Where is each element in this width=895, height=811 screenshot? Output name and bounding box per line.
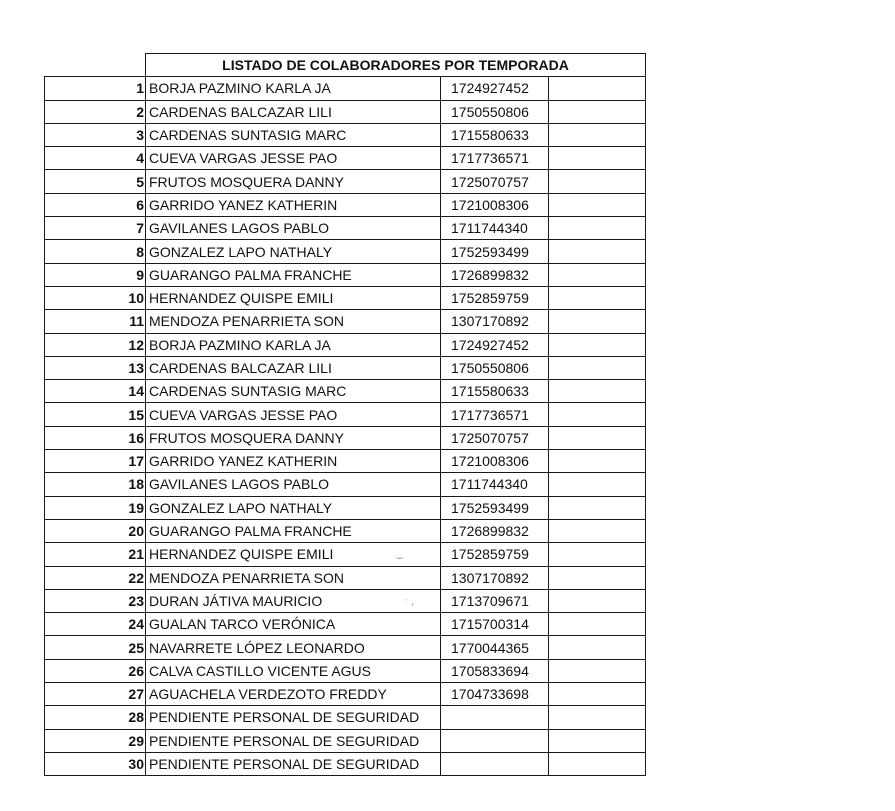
blank-cell xyxy=(549,683,646,706)
row-number: 25 xyxy=(45,636,146,659)
table-row xyxy=(45,263,646,286)
row-number: 7 xyxy=(45,217,146,240)
collaborator-id: 1726899832 xyxy=(441,263,549,286)
blank-cell xyxy=(549,286,646,309)
collaborator-id: 1715700314 xyxy=(441,613,549,636)
collaborator-name: FRUTOS MOSQUERA DANNY xyxy=(146,426,441,449)
collaborator-name: CUEVA VARGAS JESSE PAO xyxy=(146,403,441,426)
blank-cell xyxy=(549,543,646,566)
collaborator-name: HERNANDEZ QUISPE EMILI xyxy=(146,286,441,309)
table-title: LISTADO DE COLABORADORES POR TEMPORADA xyxy=(146,54,646,77)
collaborator-id: 1725070757 xyxy=(441,426,549,449)
collaborator-name: CARDENAS SUNTASIG MARC xyxy=(146,123,441,146)
collaborator-name: MENDOZA PENARRIETA SON xyxy=(146,310,441,333)
collaborator-name: BORJA PAZMINO KARLA JA xyxy=(146,333,441,356)
table-row xyxy=(45,636,646,659)
blank-cell xyxy=(549,496,646,519)
collaborator-id: 1721008306 xyxy=(441,450,549,473)
collaborator-name: PENDIENTE PERSONAL DE SEGURIDAD xyxy=(146,706,441,729)
row-number: 17 xyxy=(45,450,146,473)
row-number: 29 xyxy=(45,729,146,752)
table-row xyxy=(45,380,646,403)
blank-cell xyxy=(549,426,646,449)
table-header-row xyxy=(45,54,646,77)
row-number: 12 xyxy=(45,333,146,356)
row-number: 24 xyxy=(45,613,146,636)
collaborator-id: 1770044365 xyxy=(441,636,549,659)
collaborator-name: GONZALEZ LAPO NATHALY xyxy=(146,496,441,519)
table-row xyxy=(45,356,646,379)
blank-cell xyxy=(549,519,646,542)
table-row xyxy=(45,566,646,589)
blank-cell xyxy=(549,636,646,659)
row-number: 4 xyxy=(45,147,146,170)
row-number: 8 xyxy=(45,240,146,263)
header-blank-cell xyxy=(45,54,146,77)
collaborator-name: CARDENAS BALCAZAR LILI xyxy=(146,356,441,379)
row-number: 27 xyxy=(45,683,146,706)
row-number: 1 xyxy=(45,77,146,100)
collaborator-name: GARRIDO YANEZ KATHERIN xyxy=(146,450,441,473)
collaborator-id: 1752593499 xyxy=(441,240,549,263)
row-number: 15 xyxy=(45,403,146,426)
blank-cell xyxy=(549,613,646,636)
row-number: 26 xyxy=(45,659,146,682)
row-number: 5 xyxy=(45,170,146,193)
collaborator-id: 1750550806 xyxy=(441,100,549,123)
table-row xyxy=(45,752,646,775)
row-number: 22 xyxy=(45,566,146,589)
collaborator-id: 1752859759 xyxy=(441,286,549,309)
row-number: 18 xyxy=(45,473,146,496)
table-row xyxy=(45,403,646,426)
blank-cell xyxy=(549,217,646,240)
table-row xyxy=(45,683,646,706)
row-number: 13 xyxy=(45,356,146,379)
blank-cell xyxy=(549,356,646,379)
table-row xyxy=(45,310,646,333)
blank-cell xyxy=(549,706,646,729)
collaborator-id: 1752593499 xyxy=(441,496,549,519)
collaborator-id: 1705833694 xyxy=(441,659,549,682)
table-row xyxy=(45,496,646,519)
collaborator-name: PENDIENTE PERSONAL DE SEGURIDAD xyxy=(146,752,441,775)
collaborators-table xyxy=(44,53,646,776)
collaborator-name: CALVA CASTILLO VICENTE AGUS xyxy=(146,659,441,682)
collaborator-id: 1711744340 xyxy=(441,217,549,240)
collaborator-id: 1711744340 xyxy=(441,473,549,496)
row-number: 14 xyxy=(45,380,146,403)
row-number: 10 xyxy=(45,286,146,309)
collaborator-name: GAVILANES LAGOS PABLO xyxy=(146,217,441,240)
blank-cell xyxy=(549,403,646,426)
collaborator-name: FRUTOS MOSQUERA DANNY xyxy=(146,170,441,193)
blank-cell xyxy=(549,147,646,170)
collaborator-name: CARDENAS SUNTASIG MARC xyxy=(146,380,441,403)
collaborator-id: 1715580633 xyxy=(441,123,549,146)
blank-cell xyxy=(549,310,646,333)
collaborator-id: 1726899832 xyxy=(441,519,549,542)
table-row xyxy=(45,729,646,752)
row-number: 30 xyxy=(45,752,146,775)
collaborator-id: 1713709671 xyxy=(441,589,549,612)
collaborator-id xyxy=(441,706,549,729)
pencil-scribble: ⌣ xyxy=(396,552,404,564)
table-row xyxy=(45,77,646,100)
blank-cell xyxy=(549,193,646,216)
blank-cell xyxy=(549,333,646,356)
row-number: 19 xyxy=(45,496,146,519)
row-number: 20 xyxy=(45,519,146,542)
row-number: 16 xyxy=(45,426,146,449)
blank-cell xyxy=(549,473,646,496)
blank-cell xyxy=(549,170,646,193)
table-row xyxy=(45,240,646,263)
table-row xyxy=(45,519,646,542)
table-row xyxy=(45,286,646,309)
collaborator-name: CARDENAS BALCAZAR LILI xyxy=(146,100,441,123)
collaborator-id: 1721008306 xyxy=(441,193,549,216)
collaborator-name: GUARANGO PALMA FRANCHE xyxy=(146,263,441,286)
blank-cell xyxy=(549,240,646,263)
collaborator-id: 1715580633 xyxy=(441,380,549,403)
table-row xyxy=(45,217,646,240)
collaborator-id: 1752859759 xyxy=(441,543,549,566)
collaborator-name: GUALAN TARCO VERÓNICA xyxy=(146,613,441,636)
row-number: 28 xyxy=(45,706,146,729)
blank-cell xyxy=(549,729,646,752)
collaborator-id: 1717736571 xyxy=(441,403,549,426)
pencil-scribble: · ¸ xyxy=(404,594,415,606)
table-row xyxy=(45,147,646,170)
collaborator-name: NAVARRETE LÓPEZ LEONARDO xyxy=(146,636,441,659)
blank-cell xyxy=(549,450,646,473)
blank-cell xyxy=(549,263,646,286)
blank-cell xyxy=(549,752,646,775)
collaborator-id: 1307170892 xyxy=(441,566,549,589)
collaborator-id: 1724927452 xyxy=(441,333,549,356)
collaborator-id: 1750550806 xyxy=(441,356,549,379)
row-number: 3 xyxy=(45,123,146,146)
collaborator-name: GARRIDO YANEZ KATHERIN xyxy=(146,193,441,216)
collaborator-name: GONZALEZ LAPO NATHALY xyxy=(146,240,441,263)
row-number: 9 xyxy=(45,263,146,286)
table-row xyxy=(45,706,646,729)
row-number: 21 xyxy=(45,543,146,566)
blank-cell xyxy=(549,123,646,146)
collaborator-name: BORJA PAZMINO KARLA JA xyxy=(146,77,441,100)
blank-cell xyxy=(549,77,646,100)
blank-cell xyxy=(549,380,646,403)
collaborator-id: 1717736571 xyxy=(441,147,549,170)
table-row xyxy=(45,123,646,146)
table-row xyxy=(45,450,646,473)
collaborator-id xyxy=(441,729,549,752)
row-number: 6 xyxy=(45,193,146,216)
row-number: 2 xyxy=(45,100,146,123)
collaborator-name: CUEVA VARGAS JESSE PAO xyxy=(146,147,441,170)
collaborator-id: 1307170892 xyxy=(441,310,549,333)
table-row xyxy=(45,543,646,566)
collaborator-name: GAVILANES LAGOS PABLO xyxy=(146,473,441,496)
blank-cell xyxy=(549,566,646,589)
collaborator-name: AGUACHELA VERDEZOTO FREDDY xyxy=(146,683,441,706)
row-number: 11 xyxy=(45,310,146,333)
table-row xyxy=(45,426,646,449)
blank-cell xyxy=(549,100,646,123)
table-row xyxy=(45,473,646,496)
collaborator-id xyxy=(441,752,549,775)
collaborator-id: 1724927452 xyxy=(441,77,549,100)
row-number: 23 xyxy=(45,589,146,612)
table-row xyxy=(45,613,646,636)
table-row xyxy=(45,170,646,193)
collaborator-name: DURAN JÁTIVA MAURICIO xyxy=(146,589,441,612)
blank-cell xyxy=(549,659,646,682)
table-row xyxy=(45,659,646,682)
collaborator-name: HERNANDEZ QUISPE EMILI xyxy=(146,543,441,566)
collaborator-name: GUARANGO PALMA FRANCHE xyxy=(146,519,441,542)
table-row xyxy=(45,193,646,216)
collaborator-name: PENDIENTE PERSONAL DE SEGURIDAD xyxy=(146,729,441,752)
table-row xyxy=(45,589,646,612)
table-body xyxy=(45,54,646,776)
collaborator-id: 1725070757 xyxy=(441,170,549,193)
blank-cell xyxy=(549,589,646,612)
collaborator-name: MENDOZA PENARRIETA SON xyxy=(146,566,441,589)
table-row xyxy=(45,333,646,356)
table-row xyxy=(45,100,646,123)
collaborator-id: 1704733698 xyxy=(441,683,549,706)
